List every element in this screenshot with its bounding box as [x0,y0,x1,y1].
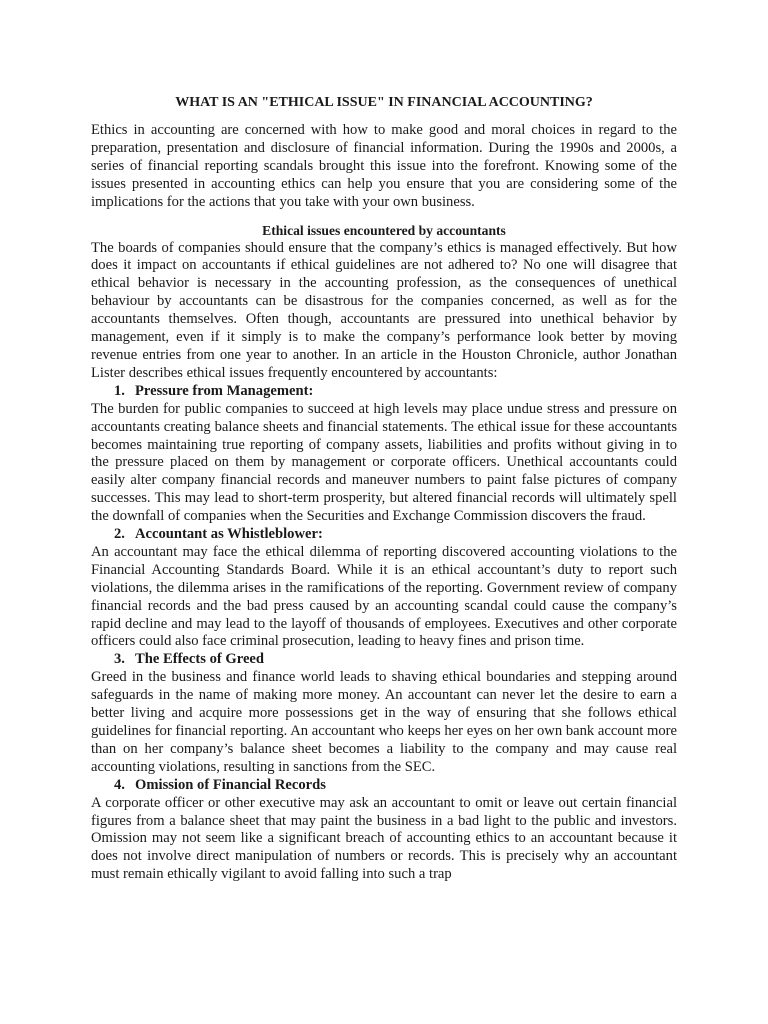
item-body: An accountant may face the ethical dilemma of reporting discovered accounting violations to the Financial Accounting Standards Board. While it is an ethical accountant’s duty to report such violations, the dilemma arises in the ramifications of the reporting. Government review of company financial records and the bad press caused by an accounting scandal could cause the company’s rapid decline and may lead to the layoff of thousands of employees. Executives and other corporate officers could also face criminal prosecution, leading to heavy fines and prison time. [91,543,677,650]
item-title: The Effects of Greed [135,651,265,668]
item-heading [91,777,677,795]
item-number: 1. [114,382,125,399]
item-body: A corporate officer or other executive may ask an accountant to omit or leave out certain financial figures from a balance sheet that may paint the business in a bad light to the public and investors. Omission may not seem like a significant breach of accounting ethics to an accountant because it does not involve direct manipulation of numbers or records. This is precisely why an accountant must remain ethically vigilant to avoid falling into such a trap [91,794,677,883]
list-item-pressure-from-management [91,383,677,526]
section-intro-paragraph: The boards of companies should ensure that the company’s ethics is managed effectively. But how does it impact on accountants if ethical guidelines are not adhered to? No one will disagree that ethical behavior is necessary in the accounting profession, as the consequences of unethical behaviour by accountants can be disastrous for the companies concerned, as well as for the accountants themselves. Often though, accountants are pressured into unethical behavior by management, even if it simply is to make the company’s performance look better by moving revenue entries from one year to another. In an article in the Houston Chronicle, author Jonathan Lister describes ethical issues frequently encountered by accountants: [91,239,677,381]
item-body: The burden for public companies to succeed at high levels may place undue stress and pressure on accountants creating balance sheets and financial statements. The ethical issue for these accountants becomes maintaining true reporting of company assets, liabilities and profits without giving in to the pressure placed on them by management or corporate officers. Unethical accountants could easily alter company financial records and maneuver numbers to paint false pictures of company successes. This may lead to short-term prosperity, but altered financial records will ultimately spell the downfall of companies when the Securities and Exchange Commission discovers the fraud. [91,400,677,525]
item-number: 2. [114,526,125,543]
item-title: Accountant as Whistleblower: [135,526,323,543]
item-number: 3. [114,651,125,668]
item-heading [91,383,677,401]
list-item-accountant-as-whistleblower [91,526,677,651]
item-heading [91,526,677,544]
item-title: Pressure from Management: [135,382,314,399]
item-heading [91,651,677,669]
item-title: Omission of Financial Records [135,776,326,793]
item-number: 4. [114,776,125,793]
document-page [91,94,677,884]
document-title: WHAT IS AN "ETHICAL ISSUE" IN FINANCIAL ACCOUNTING? [175,95,593,110]
intro-paragraph: Ethics in accounting are concerned with how to make good and moral choices in regard to the preparation, presentation and disclosure of financial information. During the 1990s and 2000s, a series of financial reporting scandals brought this issue into the forefront. Knowing some of the issues presented in accounting ethics can help you ensure that you are considering some of the implications for the actions that you take with your own business. [91,122,677,210]
list-item-omission-of-financial-records [91,777,677,884]
list-item-effects-of-greed [91,651,677,776]
section-heading: Ethical issues encountered by accountants [262,222,506,238]
item-body: Greed in the business and finance world leads to shaving ethical boundaries and stepping around safeguards in the name of making more money. An accountant can never let the desire to earn a better living and acquire more possessions get in the way of ensuring that she follows ethical guidelines for financial reporting. An accountant who keeps her eyes on her own bank account more than on her company’s balance sheet becomes a liability to the company and may cause real accounting violations, resulting in sanctions from the SEC. [91,669,677,775]
